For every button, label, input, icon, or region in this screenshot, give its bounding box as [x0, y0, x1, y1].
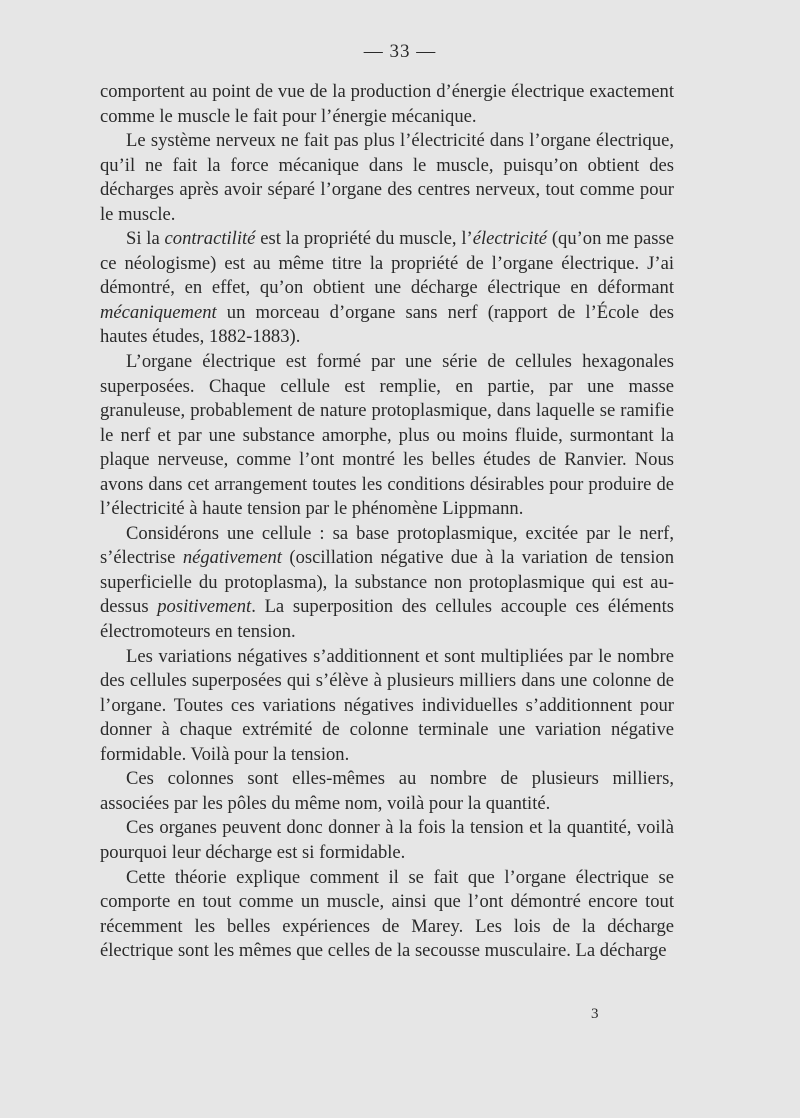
paragraph-text: Cette théorie explique comment il se fait que l’organe électrique se comporte en tout comme un muscle, ainsi que l’ont démontré encore tout récemment les belles expériences de Marey. Les lois de la décharge électrique sont les mêmes que celles de la secousse musculaire. La décharge	[100, 866, 674, 962]
paragraph-text: Si la	[126, 228, 165, 250]
paragraph-text: un morceau d’organe sans nerf (rapport de l’École des hautes études, 1882-1883).	[100, 301, 674, 348]
paragraph-text: L’organe électrique est formé par une série de cellules hexagonales superposées. Chaque cellule est remplie, en partie, par une masse granuleuse, probablement de nature protoplasmique, dans laquelle se ramifie le nerf et par une substance amorphe, plus ou moins fluide, surmontant la plaque nerveuse, comme l’ont montré les belles études de Ranvier. Nous avons dans cet arrangement toutes les conditions désirables pour produire de l’électricité à haute tension par le phénomène Lippmann.	[100, 351, 674, 520]
italic-text: mécaniquement	[100, 301, 217, 323]
italic-text: négativement	[182, 547, 282, 569]
paragraph-text: Ces colonnes sont elles-mêmes au nombre de plusieurs milliers, associées par les pôles du même nom, voilà pour la quantité.	[100, 768, 674, 814]
paragraph-text: (qu’on me passe ce néologisme) est au même titre la propriété de l’organe électrique. J’ai démontré, en effet, qu’on obtient une décharge électrique en déformant	[100, 228, 674, 299]
paragraph	[100, 866, 674, 964]
paragraph	[100, 816, 674, 865]
paragraph-text: Les variations négatives s’additionnent et sont multipliées par le nombre des cellules superposées qui s’élève à plusieurs milliers dans une colonne de l’organe. Toutes ces variations négatives individuelles s’additionnent pour donner à chaque extrémité de colonne terminale une variation négative formidable. Voilà pour la tension.	[100, 645, 674, 765]
italic-text: positivement	[157, 596, 252, 618]
paragraph-text: comportent au point de vue de la production d’énergie électrique exactement comme le muscle le fait pour l’énergie mécanique.	[100, 81, 674, 127]
paragraph	[100, 350, 674, 522]
page-number: — 33 —	[363, 41, 437, 62]
paragraph	[100, 767, 674, 816]
italic-text: électricité	[472, 228, 548, 250]
paragraph-text: . La superposition des cellules accouple ces éléments électromoteurs en tension.	[100, 596, 674, 643]
paragraph	[100, 80, 674, 129]
paragraph	[100, 227, 674, 350]
paragraph	[100, 129, 674, 227]
body-text	[100, 80, 674, 964]
paragraph-text: est la propriété du muscle, l’	[255, 228, 473, 250]
paragraph-text: (oscillation négative due à la variation de tension superficielle du protoplasma), la substance non protoplasmique qui est au-dessus	[100, 547, 674, 618]
paragraph	[100, 522, 674, 645]
signature-mark: 3	[591, 1006, 599, 1022]
paragraph-text: Ces organes peuvent donc donner à la fois la tension et la quantité, voilà pourquoi leur décharge est si formidable.	[100, 817, 674, 863]
paragraph-text: Le système nerveux ne fait pas plus l’électricité dans l’organe électrique, qu’il ne fait la force mécanique dans le muscle, puisqu’on obtient des décharges après avoir séparé l’organe des centres nerveux, tout comme pour le muscle.	[100, 130, 674, 225]
paragraph-text: Considérons une cellule : sa base protoplasmique, excitée par le nerf, s’électrise	[100, 522, 674, 569]
paragraph	[100, 645, 674, 768]
italic-text: contractilité	[164, 228, 256, 250]
